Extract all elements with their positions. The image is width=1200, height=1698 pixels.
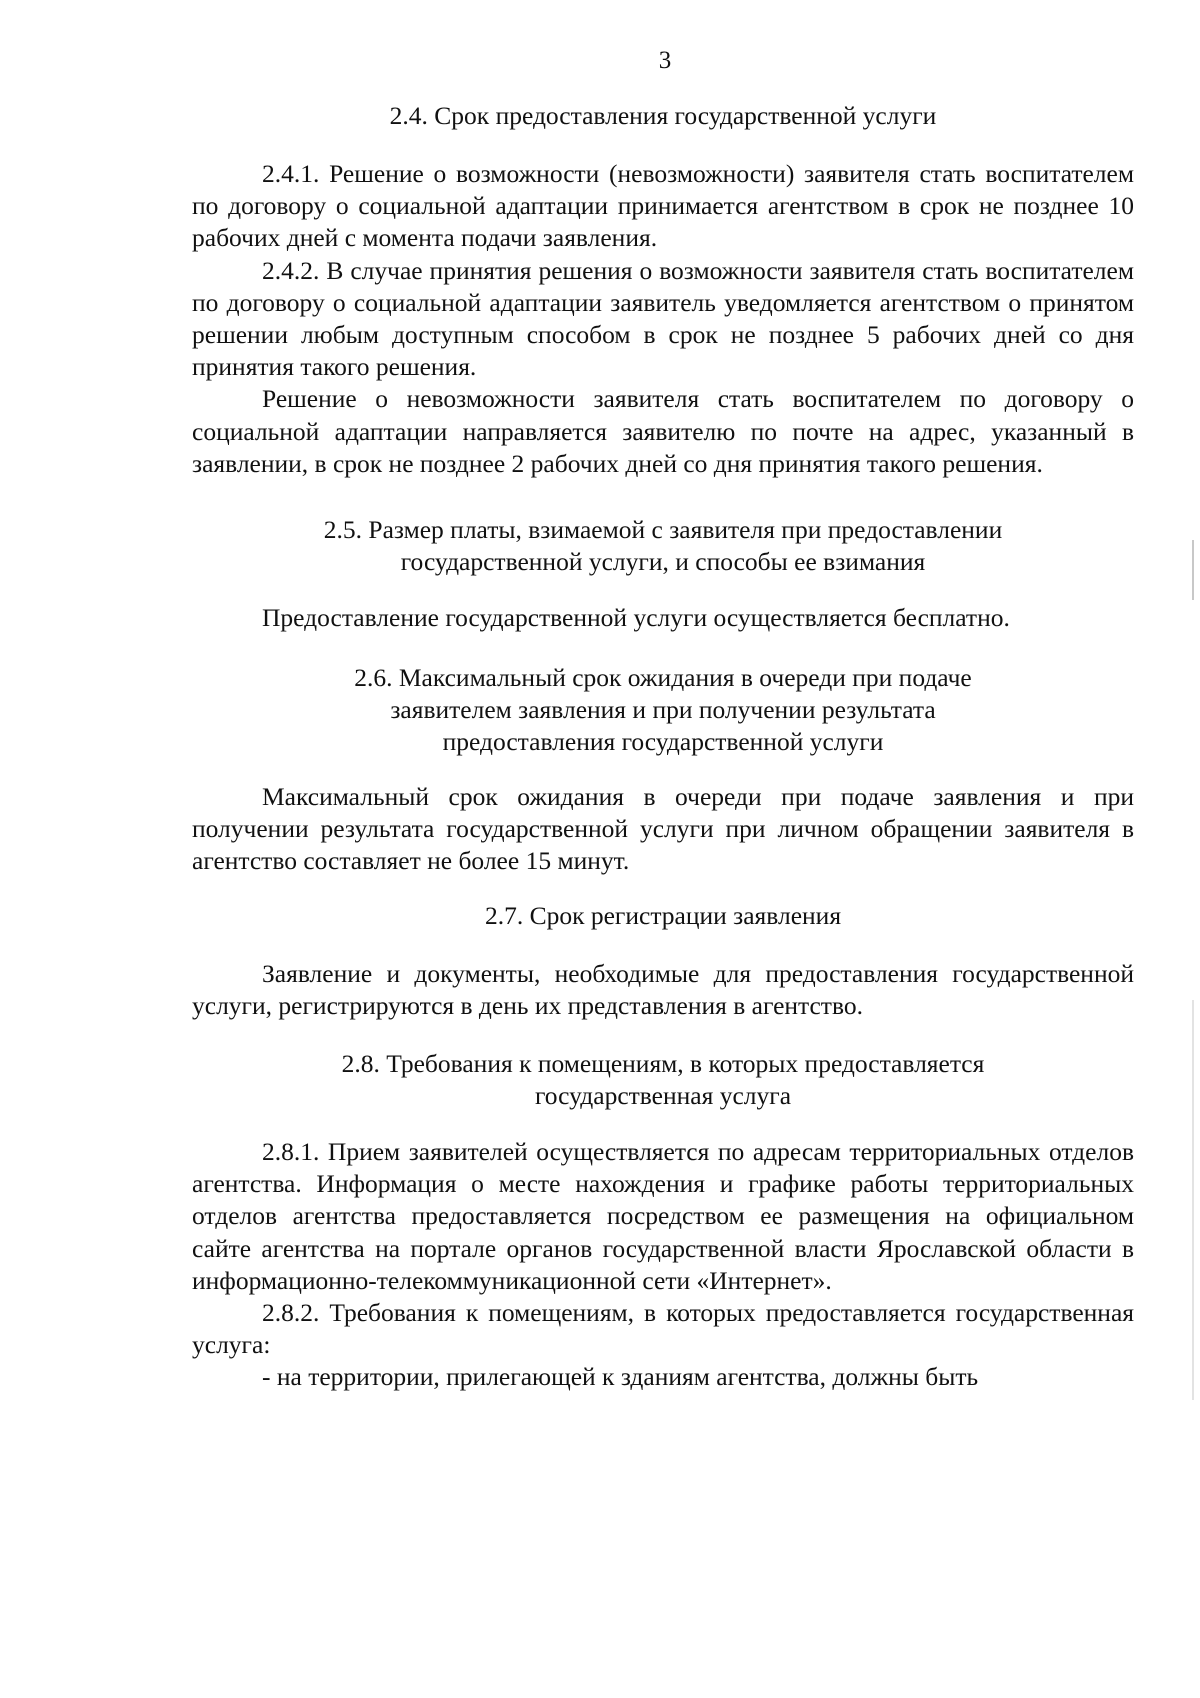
section-2-6-body — [192, 781, 1134, 878]
heading-line: государственная услуга — [534, 1081, 792, 1111]
paragraph-2-7: Заявление и документы, необходимые для предоставления государственной услуги, регистрируются в день их представления в агентство. — [192, 959, 1134, 1021]
paragraph-2-4-1: 2.4.1. Решение о возможности (невозможности) заявителя стать воспитателем по договору о социальной адаптации принимается агентством в срок не позднее 10 рабочих дней с момента подачи заявления. — [192, 159, 1134, 253]
heading-line: заявителем заявления и при получении результата — [390, 695, 936, 725]
heading-line: 2.7. Срок регистрации заявления — [484, 901, 842, 930]
paragraph-2-8-2: 2.8.2. Требования к помещениям, в которых предоставляется государственная услуга: — [192, 1298, 1134, 1360]
paragraph-2-8-1: 2.8.1. Прием заявителей осуществляется по адресам территориальных отделов агентства. Информация о месте нахождения и графике работы территориальных отделов агентства предоставляется посредством ее размещения на официальном сайте агентства на портале органов государственной власти Ярославской области в информационно-телекоммуникационной сети «Интернет». — [192, 1137, 1134, 1295]
section-2-6-heading — [192, 662, 1134, 759]
heading-line: 2.4. Срок предоставления государственной услуги — [389, 101, 937, 130]
paragraph-2-5: Предоставление государственной услуги осуществляется бесплатно. — [262, 603, 1010, 632]
scan-artifact — [1192, 540, 1194, 600]
section-2-8-heading — [192, 1048, 1134, 1112]
page-number: 3 — [658, 47, 672, 74]
heading-line: 2.5. Размер платы, взимаемой с заявителя при предоставлении — [323, 515, 1003, 544]
paragraph-2-6: Максимальный срок ожидания в очереди при подаче заявления и при получении результата государственной услуги при личном обращении заявителя в агентство составляет не более 15 минут. — [192, 782, 1134, 876]
heading-line: 2.6. Максимальный срок ожидания в очереди при подаче — [354, 663, 972, 692]
section-2-5-body — [192, 602, 1134, 634]
heading-line: 2.8. Требования к помещениям, в которых предоставляется — [341, 1049, 985, 1078]
paragraph-2-4-2-decision: Решение о невозможности заявителя стать воспитателем по договору о социальной адаптации направляется заявителю по почте на адрес, указанный в заявлении, в срок не позднее 2 рабочих дней со дня принятия такого решения. — [192, 384, 1134, 478]
heading-line: предоставления государственной услуги — [442, 727, 884, 757]
section-2-7-heading — [192, 900, 1134, 932]
section-2-8-body — [192, 1136, 1134, 1394]
section-2-4-heading — [192, 100, 1134, 132]
heading-line: государственной услуги, и способы ее взимания — [400, 547, 926, 577]
section-2-7-body — [192, 958, 1134, 1022]
paragraph-2-8-2-item: - на территории, прилегающей к зданиям агентства, должны быть — [262, 1362, 979, 1392]
scan-artifact — [1192, 1000, 1194, 1400]
section-2-4-body — [192, 158, 1134, 480]
section-2-5-heading — [192, 514, 1134, 578]
paragraph-2-4-2: 2.4.2. В случае принятия решения о возможности заявителя стать воспитателем по договору о социальной адаптации заявитель уведомляется агентством о принятом решении любым доступным способом в срок не позднее 5 рабочих дней со дня принятия такого решения. — [192, 255, 1134, 382]
